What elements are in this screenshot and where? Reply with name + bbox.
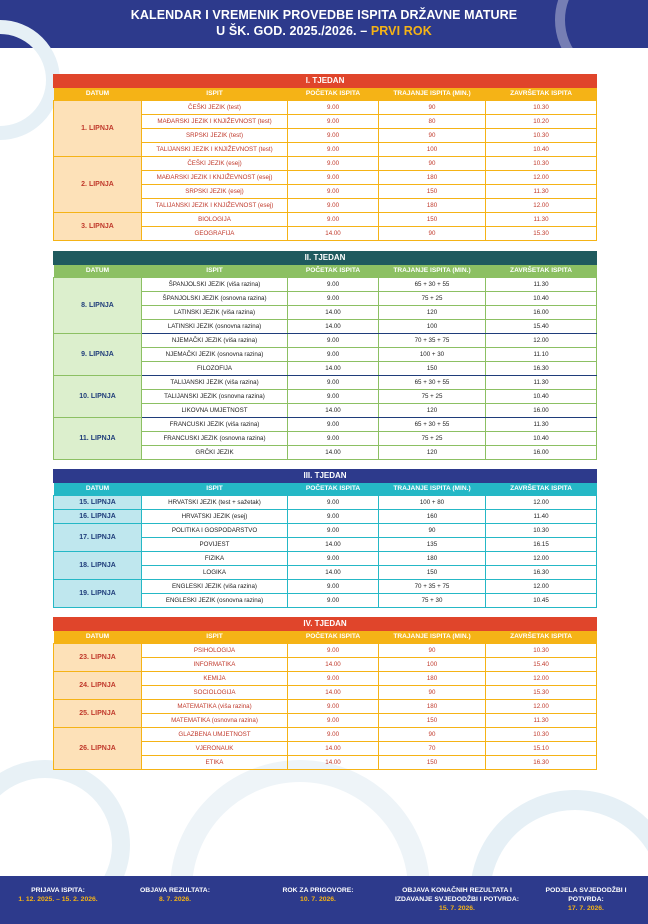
exam-cell: LATINSKI JEZIK (viša razina) <box>142 306 288 320</box>
start-cell: 14.00 <box>288 742 379 756</box>
footer-appeals <box>258 886 378 904</box>
duration-cell: 65 + 30 + 55 <box>379 418 486 432</box>
start-cell: 14.00 <box>288 538 379 552</box>
start-cell: 9.00 <box>288 390 379 404</box>
end-cell: 15.30 <box>486 686 597 700</box>
start-cell: 9.00 <box>288 700 379 714</box>
start-cell: 9.00 <box>288 418 379 432</box>
exam-cell: ETIKA <box>142 756 288 770</box>
duration-cell: 180 <box>379 672 486 686</box>
duration-cell: 90 <box>379 227 486 241</box>
table-row <box>54 101 597 115</box>
duration-cell: 120 <box>379 404 486 418</box>
exam-cell: BIOLOGIJA <box>142 213 288 227</box>
date-cell: 3. LIPNJA <box>54 213 142 241</box>
column-header: ZAVRŠETAK ISPITA <box>486 631 597 644</box>
footer-value: 17. 7. 2026. <box>568 905 604 912</box>
end-cell: 12.00 <box>486 700 597 714</box>
footer-results <box>115 886 235 904</box>
exam-cell: POLITIKA I GOSPODARSTVO <box>142 524 288 538</box>
end-cell: 15.40 <box>486 658 597 672</box>
exam-cell: HRVATSKI JEZIK (test + sažetak) <box>142 496 288 510</box>
duration-cell: 75 + 25 <box>379 390 486 404</box>
schedule-table <box>53 469 597 608</box>
column-header: DATUM <box>54 483 142 496</box>
duration-cell: 100 <box>379 143 486 157</box>
week-4-table <box>53 617 596 770</box>
exam-cell: LOGIKA <box>142 566 288 580</box>
exam-cell: GRČKI JEZIK <box>142 446 288 460</box>
duration-cell: 180 <box>379 171 486 185</box>
column-header: TRAJANJE ISPITA (MIN.) <box>379 265 486 278</box>
column-header: DATUM <box>54 88 142 101</box>
duration-cell: 150 <box>379 362 486 376</box>
exam-cell: ČEŠKI JEZIK (test) <box>142 101 288 115</box>
duration-cell: 75 + 25 <box>379 432 486 446</box>
start-cell: 9.00 <box>288 524 379 538</box>
duration-cell: 90 <box>379 129 486 143</box>
exam-cell: TALIJANSKI JEZIK I KNJIŽEVNOST (esej) <box>142 199 288 213</box>
end-cell: 16.00 <box>486 446 597 460</box>
table-row <box>54 580 597 594</box>
end-cell: 11.30 <box>486 418 597 432</box>
date-cell: 9. LIPNJA <box>54 334 142 376</box>
duration-cell: 75 + 30 <box>379 594 486 608</box>
end-cell: 16.00 <box>486 404 597 418</box>
column-header: ISPIT <box>142 631 288 644</box>
start-cell: 14.00 <box>288 658 379 672</box>
duration-cell: 70 <box>379 742 486 756</box>
exam-cell: SRPSKI JEZIK (test) <box>142 129 288 143</box>
table-row <box>54 644 597 658</box>
column-header: TRAJANJE ISPITA (MIN.) <box>379 88 486 101</box>
start-cell: 9.00 <box>288 101 379 115</box>
column-header: DATUM <box>54 631 142 644</box>
end-cell: 16.30 <box>486 756 597 770</box>
duration-cell: 80 <box>379 115 486 129</box>
table-row <box>54 334 597 348</box>
duration-cell: 180 <box>379 552 486 566</box>
table-row <box>54 552 597 566</box>
footer-value: 10. 7. 2026. <box>300 896 336 903</box>
start-cell: 9.00 <box>288 171 379 185</box>
start-cell: 14.00 <box>288 362 379 376</box>
exam-cell: INFORMATIKA <box>142 658 288 672</box>
column-header: POČETAK ISPITA <box>288 88 379 101</box>
table-row <box>54 700 597 714</box>
exam-cell: MAĐARSKI JEZIK I KNJIŽEVNOST (test) <box>142 115 288 129</box>
start-cell: 9.00 <box>288 496 379 510</box>
duration-cell: 90 <box>379 686 486 700</box>
column-header: DATUM <box>54 265 142 278</box>
duration-cell: 180 <box>379 199 486 213</box>
end-cell: 15.30 <box>486 227 597 241</box>
column-header: POČETAK ISPITA <box>288 265 379 278</box>
end-cell: 11.30 <box>486 714 597 728</box>
header-accent: PRVI ROK <box>370 24 432 38</box>
start-cell: 14.00 <box>288 446 379 460</box>
column-header: POČETAK ISPITA <box>288 631 379 644</box>
start-cell: 14.00 <box>288 320 379 334</box>
page-header <box>0 0 648 48</box>
date-cell: 26. LIPNJA <box>54 728 142 770</box>
table-row <box>54 496 597 510</box>
week-3-table <box>53 469 596 608</box>
end-cell: 12.00 <box>486 171 597 185</box>
week-title: III. TJEDAN <box>54 470 597 483</box>
week-title: IV. TJEDAN <box>54 618 597 631</box>
end-cell: 10.20 <box>486 115 597 129</box>
table-row <box>54 728 597 742</box>
column-header: TRAJANJE ISPITA (MIN.) <box>379 483 486 496</box>
start-cell: 9.00 <box>288 185 379 199</box>
end-cell: 15.40 <box>486 320 597 334</box>
end-cell: 10.45 <box>486 594 597 608</box>
week-1-table <box>53 74 596 241</box>
end-cell: 10.40 <box>486 390 597 404</box>
column-header: ISPIT <box>142 88 288 101</box>
start-cell: 9.00 <box>288 376 379 390</box>
footer-certificates <box>530 886 642 913</box>
exam-cell: GEOGRAFIJA <box>142 227 288 241</box>
duration-cell: 120 <box>379 446 486 460</box>
date-cell: 17. LIPNJA <box>54 524 142 552</box>
start-cell: 9.00 <box>288 552 379 566</box>
end-cell: 11.10 <box>486 348 597 362</box>
start-cell: 9.00 <box>288 580 379 594</box>
schedule-table <box>53 617 597 770</box>
table-row <box>54 376 597 390</box>
duration-cell: 135 <box>379 538 486 552</box>
exam-cell: KEMIJA <box>142 672 288 686</box>
start-cell: 14.00 <box>288 686 379 700</box>
table-row <box>54 524 597 538</box>
exam-cell: NJEMAČKI JEZIK (viša razina) <box>142 334 288 348</box>
header-year: U ŠK. GOD. 2025./2026. – <box>216 24 368 38</box>
table-row <box>54 510 597 524</box>
start-cell: 9.00 <box>288 348 379 362</box>
exam-cell: PSIHOLOGIJA <box>142 644 288 658</box>
date-cell: 24. LIPNJA <box>54 672 142 700</box>
end-cell: 11.30 <box>486 213 597 227</box>
week-title: II. TJEDAN <box>54 252 597 265</box>
end-cell: 10.30 <box>486 644 597 658</box>
date-cell: 25. LIPNJA <box>54 700 142 728</box>
end-cell: 16.15 <box>486 538 597 552</box>
footer-label: ROK ZA PRIGOVORE: <box>282 887 354 894</box>
exam-cell: TALIJANSKI JEZIK (viša razina) <box>142 376 288 390</box>
start-cell: 9.00 <box>288 334 379 348</box>
start-cell: 14.00 <box>288 227 379 241</box>
date-cell: 8. LIPNJA <box>54 278 142 334</box>
start-cell: 9.00 <box>288 714 379 728</box>
column-header: TRAJANJE ISPITA (MIN.) <box>379 631 486 644</box>
exam-cell: ENGLESKI JEZIK (osnovna razina) <box>142 594 288 608</box>
exam-cell: VJERONAUK <box>142 742 288 756</box>
duration-cell: 150 <box>379 213 486 227</box>
duration-cell: 65 + 30 + 55 <box>379 278 486 292</box>
exam-cell: MAĐARSKI JEZIK I KNJIŽEVNOST (esej) <box>142 171 288 185</box>
exam-cell: ČEŠKI JEZIK (esej) <box>142 157 288 171</box>
duration-cell: 160 <box>379 510 486 524</box>
exam-cell: HRVATSKI JEZIK (esej) <box>142 510 288 524</box>
start-cell: 9.00 <box>288 594 379 608</box>
start-cell: 14.00 <box>288 404 379 418</box>
header-title-line1: KALENDAR I VREMENIK PROVEDBE ISPITA DRŽAVNE MATURE <box>130 8 518 22</box>
footer-label: PRIJAVA ISPITA: <box>31 887 85 894</box>
start-cell: 9.00 <box>288 213 379 227</box>
exam-cell: FRANCUSKI JEZIK (viša razina) <box>142 418 288 432</box>
date-cell: 18. LIPNJA <box>54 552 142 580</box>
start-cell: 9.00 <box>288 143 379 157</box>
duration-cell: 120 <box>379 306 486 320</box>
week-title: I. TJEDAN <box>54 75 597 88</box>
column-header: ZAVRŠETAK ISPITA <box>486 265 597 278</box>
duration-cell: 90 <box>379 101 486 115</box>
duration-cell: 90 <box>379 157 486 171</box>
header-title-line2 <box>0 23 648 39</box>
table-row <box>54 213 597 227</box>
exam-cell: POVIJEST <box>142 538 288 552</box>
duration-cell: 70 + 35 + 75 <box>379 334 486 348</box>
exam-cell: MATEMATIKA (viša razina) <box>142 700 288 714</box>
date-cell: 2. LIPNJA <box>54 157 142 213</box>
exam-cell: GLAZBENA UMJETNOST <box>142 728 288 742</box>
footer-value: 1. 12. 2025. – 15. 2. 2026. <box>18 896 98 903</box>
start-cell: 9.00 <box>288 157 379 171</box>
column-header: ISPIT <box>142 483 288 496</box>
exam-cell: LATINSKI JEZIK (osnovna razina) <box>142 320 288 334</box>
duration-cell: 150 <box>379 714 486 728</box>
exam-cell: FIZIKA <box>142 552 288 566</box>
schedule-table <box>53 251 597 460</box>
exam-cell: TALIJANSKI JEZIK (osnovna razina) <box>142 390 288 404</box>
duration-cell: 150 <box>379 566 486 580</box>
duration-cell: 90 <box>379 728 486 742</box>
end-cell: 10.40 <box>486 143 597 157</box>
start-cell: 9.00 <box>288 199 379 213</box>
table-row <box>54 278 597 292</box>
end-cell: 16.30 <box>486 566 597 580</box>
start-cell: 9.00 <box>288 129 379 143</box>
start-cell: 9.00 <box>288 644 379 658</box>
end-cell: 12.00 <box>486 199 597 213</box>
exam-cell: NJEMAČKI JEZIK (osnovna razina) <box>142 348 288 362</box>
date-cell: 11. LIPNJA <box>54 418 142 460</box>
week-2-table <box>53 251 596 460</box>
table-row <box>54 418 597 432</box>
end-cell: 10.40 <box>486 432 597 446</box>
start-cell: 9.00 <box>288 432 379 446</box>
duration-cell: 90 <box>379 524 486 538</box>
footer-label: OBJAVA KONAČNIH REZULTATA I IZDAVANJE SVJEDODŽBI I POTVRDA: <box>395 887 519 903</box>
footer-bar <box>0 876 648 924</box>
duration-cell: 100 + 80 <box>379 496 486 510</box>
start-cell: 14.00 <box>288 566 379 580</box>
date-cell: 10. LIPNJA <box>54 376 142 418</box>
date-cell: 23. LIPNJA <box>54 644 142 672</box>
start-cell: 9.00 <box>288 292 379 306</box>
exam-cell: SRPSKI JEZIK (esej) <box>142 185 288 199</box>
footer-value: 8. 7. 2026. <box>158 896 192 903</box>
exam-cell: ŠPANJOLSKI JEZIK (osnovna razina) <box>142 292 288 306</box>
column-header: POČETAK ISPITA <box>288 483 379 496</box>
exam-cell: ENGLESKI JEZIK (viša razina) <box>142 580 288 594</box>
end-cell: 10.30 <box>486 524 597 538</box>
end-cell: 10.30 <box>486 101 597 115</box>
end-cell: 15.10 <box>486 742 597 756</box>
exam-cell: FRANCUSKI JEZIK (osnovna razina) <box>142 432 288 446</box>
duration-cell: 65 + 30 + 55 <box>379 376 486 390</box>
exam-cell: MATEMATIKA (osnovna razina) <box>142 714 288 728</box>
start-cell: 14.00 <box>288 306 379 320</box>
start-cell: 9.00 <box>288 728 379 742</box>
end-cell: 12.00 <box>486 552 597 566</box>
duration-cell: 90 <box>379 644 486 658</box>
end-cell: 10.30 <box>486 728 597 742</box>
end-cell: 11.30 <box>486 376 597 390</box>
end-cell: 11.30 <box>486 185 597 199</box>
end-cell: 16.00 <box>486 306 597 320</box>
column-header: ISPIT <box>142 265 288 278</box>
end-cell: 12.00 <box>486 580 597 594</box>
footer-label: PODJELA SVJEDODŽBI I POTVRDA: <box>545 887 627 903</box>
table-row <box>54 157 597 171</box>
exam-cell: TALIJANSKI JEZIK I KNJIŽEVNOST (test) <box>142 143 288 157</box>
duration-cell: 70 + 35 + 75 <box>379 580 486 594</box>
start-cell: 9.00 <box>288 278 379 292</box>
start-cell: 9.00 <box>288 672 379 686</box>
start-cell: 14.00 <box>288 756 379 770</box>
footer-value: 15. 7. 2026. <box>439 905 475 912</box>
footer-final-results <box>392 886 522 913</box>
duration-cell: 150 <box>379 185 486 199</box>
end-cell: 12.00 <box>486 672 597 686</box>
start-cell: 9.00 <box>288 115 379 129</box>
date-cell: 16. LIPNJA <box>54 510 142 524</box>
end-cell: 12.00 <box>486 334 597 348</box>
footer-label: OBJAVA REZULTATA: <box>140 887 210 894</box>
exam-cell: ŠPANJOLSKI JEZIK (viša razina) <box>142 278 288 292</box>
end-cell: 10.30 <box>486 129 597 143</box>
end-cell: 16.30 <box>486 362 597 376</box>
schedule-table <box>53 74 597 241</box>
date-cell: 15. LIPNJA <box>54 496 142 510</box>
duration-cell: 150 <box>379 756 486 770</box>
duration-cell: 75 + 25 <box>379 292 486 306</box>
end-cell: 12.00 <box>486 496 597 510</box>
end-cell: 11.40 <box>486 510 597 524</box>
footer-registration <box>8 886 108 904</box>
duration-cell: 100 <box>379 658 486 672</box>
duration-cell: 100 <box>379 320 486 334</box>
table-row <box>54 672 597 686</box>
column-header: ZAVRŠETAK ISPITA <box>486 483 597 496</box>
start-cell: 9.00 <box>288 510 379 524</box>
date-cell: 19. LIPNJA <box>54 580 142 608</box>
duration-cell: 180 <box>379 700 486 714</box>
end-cell: 11.30 <box>486 278 597 292</box>
end-cell: 10.40 <box>486 292 597 306</box>
exam-cell: FILOZOFIJA <box>142 362 288 376</box>
column-header: ZAVRŠETAK ISPITA <box>486 88 597 101</box>
exam-cell: SOCIOLOGIJA <box>142 686 288 700</box>
duration-cell: 100 + 30 <box>379 348 486 362</box>
exam-cell: LIKOVNA UMJETNOST <box>142 404 288 418</box>
date-cell: 1. LIPNJA <box>54 101 142 157</box>
end-cell: 10.30 <box>486 157 597 171</box>
